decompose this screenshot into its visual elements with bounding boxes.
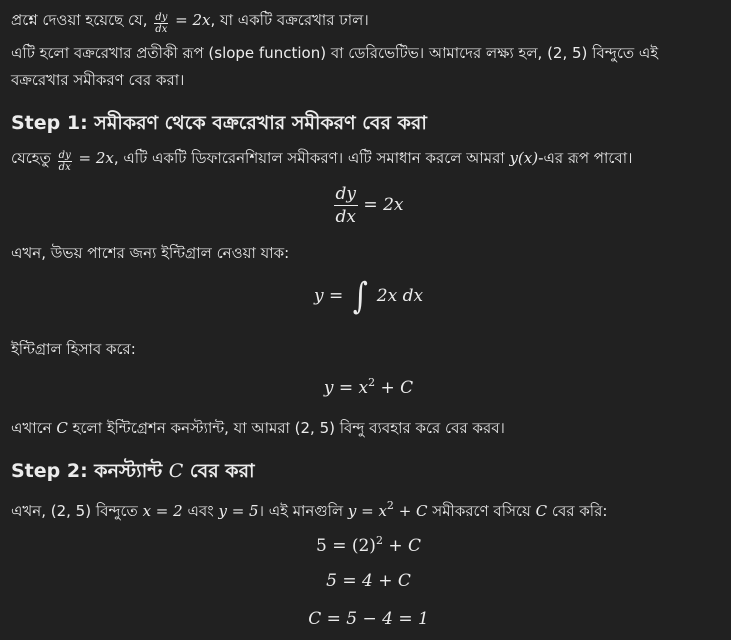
heading-text: বের করা bbox=[183, 460, 255, 482]
step2-line-1 bbox=[11, 495, 607, 522]
integral-sign: ∫ bbox=[352, 276, 368, 317]
step1-heading: Step 1: সমীকরণ থেকে বক্ররেখার সমীকরণ বের করা bbox=[11, 112, 427, 134]
equation-part: + C bbox=[382, 536, 421, 556]
fraction-numerator: dy bbox=[335, 184, 357, 204]
fraction-denominator: dx bbox=[335, 207, 356, 227]
intro-text: প্রশ্নে দেওয়া হয়েছে যে, bbox=[11, 11, 153, 29]
inline-fraction bbox=[58, 150, 72, 173]
equation-rhs: 2x dx bbox=[376, 286, 424, 306]
equation-integral bbox=[11, 276, 726, 317]
inline-fraction bbox=[154, 12, 168, 35]
math-expression: + C bbox=[393, 502, 428, 520]
step2-text: । এই মানগুলি bbox=[258, 502, 348, 520]
equation-substitution bbox=[11, 534, 726, 556]
intro-line-3: বক্ররেখার সমীকরণ বের করা। bbox=[11, 71, 185, 89]
math-expression: x = 2 bbox=[142, 502, 183, 520]
equation-general-solution bbox=[11, 376, 726, 398]
math-expression: y = x bbox=[347, 502, 387, 520]
math-variable: C bbox=[56, 419, 68, 437]
equation-part: y = x bbox=[323, 378, 369, 398]
step2-text: সমীকরণে বসিয়ে bbox=[427, 502, 536, 520]
step1-text: এখানে bbox=[11, 419, 57, 437]
equation-part: 5 = 4 + C bbox=[326, 571, 411, 591]
fraction-numerator: dy bbox=[58, 150, 71, 161]
fraction-numerator: dy bbox=[155, 12, 168, 23]
exponent: 2 bbox=[375, 534, 383, 547]
exponent: 2 bbox=[386, 499, 394, 512]
step1-text: যেহেতু bbox=[11, 149, 56, 167]
fraction-denominator: dx bbox=[58, 162, 71, 173]
fraction-denominator: dx bbox=[155, 24, 168, 35]
step1-text-2: এখন, উভয় পাশের জন্য ইন্টিগ্রাল নেওয়া যাক: bbox=[11, 244, 290, 262]
step1-text: হলো ইন্টিগ্রেশন কনস্ট্যান্ট, যা আমরা (2, 5) বিন্দু ব্যবহার করে বের করব। bbox=[67, 419, 505, 437]
intro-line-1 bbox=[11, 9, 369, 35]
exponent: 2 bbox=[368, 376, 376, 389]
step2-heading bbox=[11, 458, 255, 484]
math-expression: = 2x bbox=[175, 11, 211, 29]
heading-text: Step 2: কনস্ট্যান্ট bbox=[11, 460, 169, 482]
step2-text: এবং bbox=[182, 502, 219, 520]
math-variable: C bbox=[535, 502, 548, 520]
step2-text: বের করি: bbox=[547, 502, 608, 520]
step2-text: এখন, (2, 5) বিন্দুতে bbox=[11, 502, 143, 520]
math-variable: C bbox=[168, 460, 184, 482]
equation-lhs: y = bbox=[313, 286, 344, 306]
equation-part: C = 5 − 4 = 1 bbox=[308, 609, 429, 629]
step1-line-1 bbox=[11, 147, 632, 173]
math-expression: = 2x bbox=[78, 149, 114, 167]
intro-line-2: এটি হলো বক্ররেখার প্রতীকী রূপ (slope function) বা ডেরিভেটিভ। আমাদের লক্ষ্য হল, (2, 5) বিন্দুতে এই bbox=[11, 44, 659, 62]
step1-text: , এটি একটি ডিফারেনশিয়াল সমীকরণ। এটি সমাধান করলে আমরা bbox=[113, 149, 510, 167]
math-expression: y = 5 bbox=[218, 502, 259, 520]
equation-constant-value bbox=[11, 609, 726, 629]
equation-part: 5 = (2) bbox=[315, 536, 376, 556]
display-fraction bbox=[334, 183, 359, 228]
equation-dy-dx bbox=[11, 183, 726, 228]
math-expression: y(x) bbox=[509, 149, 539, 167]
equation-simplified bbox=[11, 571, 726, 591]
equation-rhs: = 2x bbox=[363, 195, 404, 215]
step1-text-3: ইন্টিগ্রাল হিসাব করে: bbox=[11, 340, 136, 358]
step1-text-4 bbox=[11, 417, 505, 439]
equation-part: + C bbox=[375, 378, 414, 398]
step1-text: -এর রূপ পাবো। bbox=[538, 149, 633, 167]
intro-text: , যা একটি বক্ররেখার ঢাল। bbox=[210, 11, 369, 29]
